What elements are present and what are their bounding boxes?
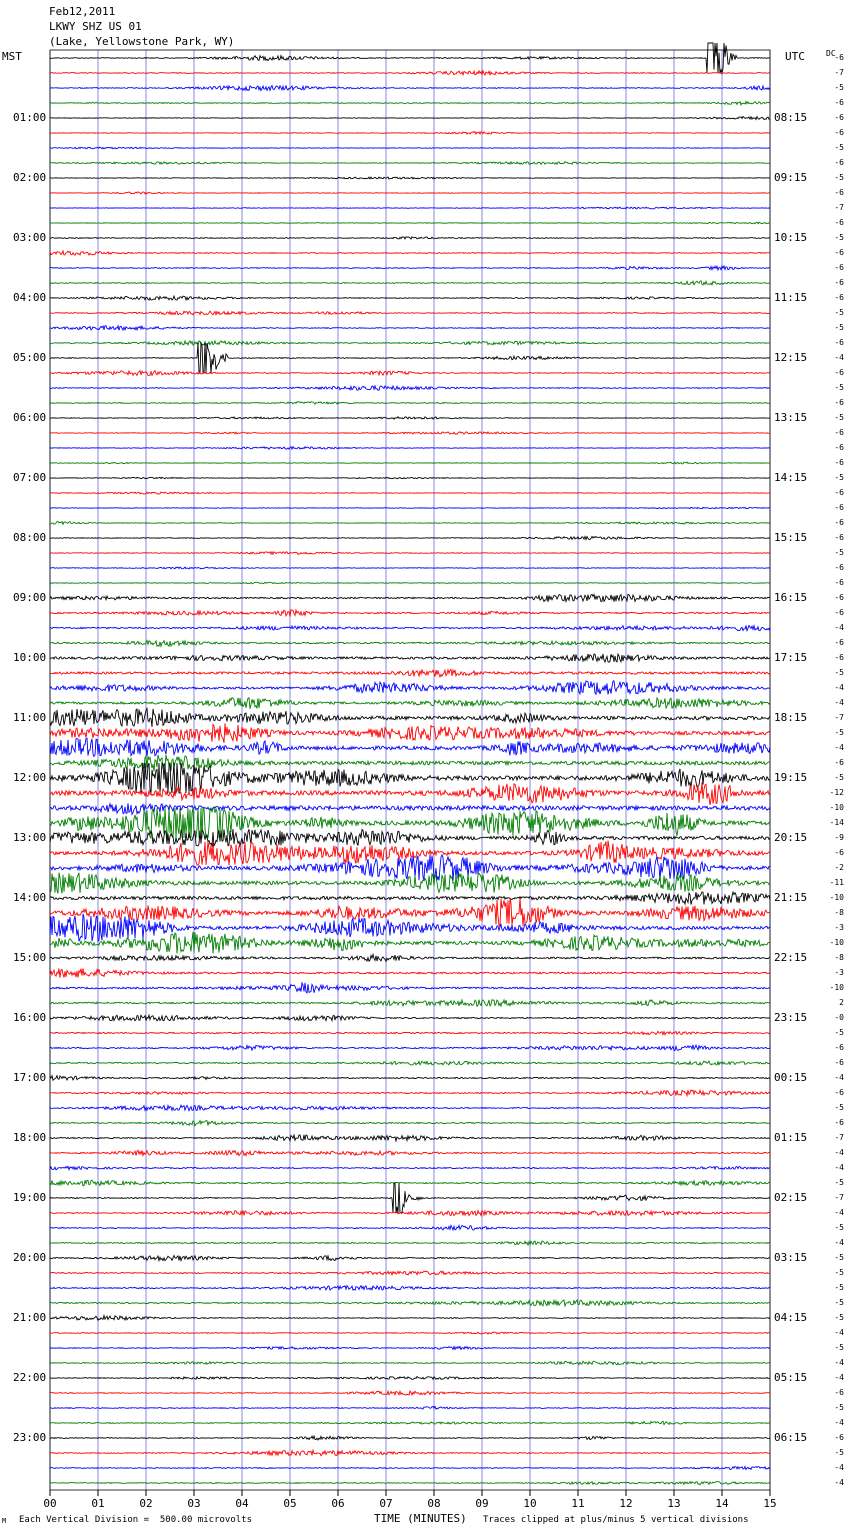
trace-1 <box>50 71 770 75</box>
dc-offset-value: -6 <box>834 1058 844 1067</box>
dc-offset-value: -4 <box>834 1148 844 1157</box>
dc-offset-value: -5 <box>834 668 844 677</box>
dc-offset-value: -9 <box>834 833 844 842</box>
trace-65 <box>50 1031 770 1034</box>
dc-offset-value: -6 <box>834 368 844 377</box>
dc-offset-value: -10 <box>829 938 844 947</box>
dc-offset-value: -4 <box>834 1358 844 1367</box>
left-hour-label: 08:00 <box>13 531 47 544</box>
x-tick-label-07: 07 <box>379 1497 393 1510</box>
left-hour-label: 11:00 <box>13 711 47 724</box>
dc-offset-value: -6 <box>834 113 844 122</box>
trace-23 <box>50 402 770 404</box>
dc-offset-value: -6 <box>834 1118 844 1127</box>
x-tick-label-09: 09 <box>475 1497 489 1510</box>
right-hour-label: 06:15 <box>774 1431 808 1444</box>
dc-offset-value: -4 <box>834 1373 844 1382</box>
left-hour-label: 07:00 <box>13 471 47 484</box>
dc-offset-value: -6 <box>834 758 844 767</box>
dc-offset-value: -10 <box>829 803 844 812</box>
left-hour-label: 01:00 <box>13 111 47 124</box>
right-hour-label: 00:15 <box>774 1071 808 1084</box>
x-axis-ticks <box>43 1490 776 1510</box>
dc-offset-value: -7 <box>834 713 844 722</box>
left-hour-label: 13:00 <box>13 831 47 844</box>
trace-9 <box>50 192 770 194</box>
dc-offset-value: -5 <box>834 1178 844 1187</box>
right-hour-label: 12:15 <box>774 351 808 364</box>
trace-79 <box>50 1241 770 1245</box>
trace-2 <box>50 86 770 91</box>
trace-29 <box>50 492 770 494</box>
dc-offset-value: -6 <box>834 1433 844 1442</box>
right-hour-label: 02:15 <box>774 1191 808 1204</box>
dc-offset-value: -6 <box>834 53 844 62</box>
left-hour-label: 22:00 <box>13 1371 47 1384</box>
x-tick-label-06: 06 <box>331 1497 345 1510</box>
right-timezone-label: UTC <box>785 50 805 63</box>
left-hour-label: 12:00 <box>13 771 47 784</box>
dc-offset-value: -6 <box>834 293 844 302</box>
dc-offset-value: -5 <box>834 1403 844 1412</box>
dc-offset-value: -5 <box>834 1223 844 1232</box>
trace-6 <box>50 147 770 149</box>
trace-91 <box>50 1421 770 1424</box>
dc-offset-value: -4 <box>834 1418 844 1427</box>
dc-offset-value: -7 <box>834 68 844 77</box>
dc-offset-value: -11 <box>829 878 844 887</box>
trace-69 <box>50 1090 770 1096</box>
left-hour-label: 06:00 <box>13 411 47 424</box>
right-hour-label: 21:15 <box>774 891 808 904</box>
plot-frame <box>50 50 770 1490</box>
dc-offset-value: -5 <box>834 323 844 332</box>
trace-33 <box>50 552 770 555</box>
dc-offset-value: -6 <box>834 338 844 347</box>
right-hour-label: 10:15 <box>774 231 808 244</box>
dc-offset-value: -6 <box>834 1043 844 1052</box>
trace-59 <box>50 932 770 954</box>
dc-offset-value: -5 <box>834 308 844 317</box>
trace-78 <box>50 1226 770 1231</box>
dc-offset-value: -4 <box>834 1238 844 1247</box>
trace-86 <box>50 1347 770 1350</box>
dc-offset-value: -4 <box>834 1073 844 1082</box>
trace-76 <box>50 1183 770 1213</box>
dc-offset-value: -5 <box>834 728 844 737</box>
dc-offset-value: -5 <box>834 773 844 782</box>
trace-81 <box>50 1271 770 1275</box>
trace-22 <box>50 386 770 390</box>
trace-7 <box>50 162 770 165</box>
dc-offset-value: -6 <box>834 398 844 407</box>
dc-offset-value: -6 <box>834 248 844 257</box>
dc-offset-value: -4 <box>834 1208 844 1217</box>
trace-25 <box>50 432 770 434</box>
dc-offset-value: -6 <box>834 848 844 857</box>
left-hour-label: 21:00 <box>13 1311 47 1324</box>
trace-43 <box>50 698 770 709</box>
dc-offset-value: -14 <box>829 818 844 827</box>
left-hour-label: 18:00 <box>13 1131 47 1144</box>
dc-offset-value: -4 <box>834 1328 844 1337</box>
dc-offset-value: -5 <box>834 548 844 557</box>
trace-35 <box>50 582 770 584</box>
dc-offset-value: -4 <box>834 683 844 692</box>
right-hour-label: 14:15 <box>774 471 808 484</box>
x-tick-label-00: 00 <box>43 1497 57 1510</box>
left-hour-label: 15:00 <box>13 951 47 964</box>
trace-93 <box>50 1450 770 1455</box>
trace-87 <box>50 1361 770 1365</box>
dc-offset-value: -12 <box>829 788 844 797</box>
dc-offset-value: -6 <box>834 518 844 527</box>
x-tick-label-13: 13 <box>667 1497 681 1510</box>
dc-offset-value: -3 <box>834 923 844 932</box>
trace-41 <box>50 669 770 677</box>
trace-84 <box>50 1316 770 1321</box>
trace-32 <box>50 537 770 540</box>
left-hour-label: 23:00 <box>13 1431 47 1444</box>
dc-offset-value: -6 <box>834 488 844 497</box>
trace-28 <box>50 477 770 478</box>
trace-36 <box>50 594 770 602</box>
left-hour-label: 05:00 <box>13 351 47 364</box>
trace-44 <box>50 709 770 727</box>
left-hour-label: 10:00 <box>13 651 47 664</box>
right-hour-label: 08:15 <box>774 111 808 124</box>
left-hour-label: 02:00 <box>13 171 47 184</box>
trace-37 <box>50 610 770 617</box>
dc-offset-value: -6 <box>834 263 844 272</box>
chart-location: (Lake, Yellowstone Park, WY) <box>49 35 235 48</box>
right-hour-label: 20:15 <box>774 831 808 844</box>
trace-16 <box>50 296 770 300</box>
dc-offset-value: -6 <box>834 428 844 437</box>
trace-14 <box>50 266 770 270</box>
dc-offset-value: -5 <box>834 1253 844 1262</box>
trace-48 <box>50 763 770 793</box>
trace-45 <box>50 723 770 743</box>
left-hour-label: 03:00 <box>13 231 47 244</box>
dc-offset-value: -6 <box>834 653 844 662</box>
trace-3 <box>50 101 770 105</box>
left-hour-label: 19:00 <box>13 1191 47 1204</box>
trace-89 <box>50 1391 770 1395</box>
dc-offset-value: -4 <box>834 1478 844 1487</box>
dc-offset-value: -5 <box>834 1298 844 1307</box>
dc-label: DC <box>826 49 836 58</box>
trace-19 <box>50 341 770 345</box>
dc-offset-value: -10 <box>829 893 844 902</box>
trace-10 <box>50 207 770 209</box>
left-hour-label: 20:00 <box>13 1251 47 1264</box>
right-hour-label: 05:15 <box>774 1371 808 1384</box>
dc-offset-value: -4 <box>834 698 844 707</box>
trace-52 <box>50 829 770 847</box>
minute-gridlines <box>50 50 770 1490</box>
x-tick-label-15: 15 <box>763 1497 777 1510</box>
x-tick-label-02: 02 <box>139 1497 153 1510</box>
trace-39 <box>50 641 770 647</box>
right-hour-label: 01:15 <box>774 1131 808 1144</box>
right-hour-label: 13:15 <box>774 411 808 424</box>
trace-34 <box>50 567 770 569</box>
dc-offset-value: -4 <box>834 1163 844 1172</box>
right-hour-label: 03:15 <box>774 1251 808 1264</box>
trace-8 <box>50 177 770 179</box>
dc-offset-value: -5 <box>834 1283 844 1292</box>
corner-mark: M <box>2 1517 7 1525</box>
right-hour-label: 15:15 <box>774 531 808 544</box>
dc-offset-value: -5 <box>834 1343 844 1352</box>
dc-offset-value: -6 <box>834 158 844 167</box>
dc-offset-value: -6 <box>834 503 844 512</box>
trace-17 <box>50 311 770 315</box>
trace-71 <box>50 1121 770 1126</box>
dc-offset-value: 2 <box>839 998 844 1007</box>
chart-station: LKWY SHZ US 01 <box>49 20 142 33</box>
trace-11 <box>50 222 770 224</box>
trace-77 <box>50 1211 770 1216</box>
trace-4 <box>50 117 770 120</box>
trace-42 <box>50 681 770 695</box>
footer-scale-note: Each Vertical Division = 500.00 microvolts <box>19 1515 252 1525</box>
trace-18 <box>50 326 770 331</box>
dc-offset-value: -5 <box>834 143 844 152</box>
dc-offset-value: -6 <box>834 218 844 227</box>
right-hour-label: 22:15 <box>774 951 808 964</box>
dc-offset-value: -6 <box>834 608 844 617</box>
trace-61 <box>50 969 770 978</box>
dc-offset-value: -6 <box>834 578 844 587</box>
dc-offset-value: -5 <box>834 1028 844 1037</box>
chart-date: Feb12,2011 <box>49 5 116 18</box>
dc-offset-value: -6 <box>834 458 844 467</box>
footer-clip-note: Traces clipped at plus/minus 5 vertical divisions <box>483 1515 749 1525</box>
dc-offset-value: -6 <box>834 638 844 647</box>
dc-offset-value: -6 <box>834 278 844 287</box>
right-hour-label: 09:15 <box>774 171 808 184</box>
dc-offset-value: -6 <box>834 188 844 197</box>
trace-12 <box>50 237 770 239</box>
trace-27 <box>50 462 770 464</box>
dc-offset-value: -7 <box>834 1133 844 1142</box>
dc-offset-value: -8 <box>834 953 844 962</box>
trace-13 <box>50 251 770 255</box>
dc-offset-value: -0 <box>834 1013 844 1022</box>
trace-55 <box>50 873 770 894</box>
dc-offset-value: -2 <box>834 863 844 872</box>
trace-57 <box>50 898 770 926</box>
trace-21 <box>50 371 770 376</box>
trace-31 <box>50 522 770 525</box>
trace-66 <box>50 1045 770 1051</box>
dc-offset-value: -6 <box>834 1088 844 1097</box>
trace-30 <box>50 507 770 508</box>
left-hour-label: 04:00 <box>13 291 47 304</box>
x-tick-label-08: 08 <box>427 1497 441 1510</box>
trace-92 <box>50 1436 770 1440</box>
dc-offset-value: -6 <box>834 443 844 452</box>
dc-offset-value: -5 <box>834 1268 844 1277</box>
trace-58 <box>50 914 770 942</box>
left-hour-label: 17:00 <box>13 1071 47 1084</box>
dc-offset-value: -4 <box>834 743 844 752</box>
left-hour-label: 14:00 <box>13 891 47 904</box>
x-tick-label-05: 05 <box>283 1497 297 1510</box>
dc-offset-value: -6 <box>834 563 844 572</box>
trace-56 <box>50 892 770 905</box>
right-hour-label: 11:15 <box>774 291 808 304</box>
trace-40 <box>50 654 770 662</box>
x-tick-label-01: 01 <box>91 1497 105 1510</box>
dc-offset-value: -4 <box>834 1463 844 1472</box>
trace-67 <box>50 1061 770 1065</box>
dc-offset-value: -6 <box>834 128 844 137</box>
seismic-traces <box>50 43 770 1485</box>
trace-75 <box>50 1180 770 1186</box>
left-timezone-label: MST <box>2 50 22 63</box>
left-hour-label: 09:00 <box>13 591 47 604</box>
dc-offset-value: -7 <box>834 203 844 212</box>
trace-72 <box>50 1135 770 1141</box>
dc-offset-value: -4 <box>834 623 844 632</box>
dc-offset-value: -5 <box>834 473 844 482</box>
trace-38 <box>50 626 770 631</box>
trace-83 <box>50 1300 770 1306</box>
dc-offset-value: -3 <box>834 968 844 977</box>
dc-offset-value: -5 <box>834 1313 844 1322</box>
dc-offset-value: -6 <box>834 593 844 602</box>
right-hour-label: 23:15 <box>774 1011 808 1024</box>
x-tick-label-11: 11 <box>571 1497 585 1510</box>
trace-85 <box>50 1332 770 1334</box>
trace-20 <box>50 343 770 373</box>
trace-64 <box>50 1015 770 1021</box>
trace-95 <box>50 1482 770 1485</box>
trace-94 <box>50 1467 770 1470</box>
right-hour-label: 16:15 <box>774 591 808 604</box>
x-tick-label-04: 04 <box>235 1497 249 1510</box>
trace-80 <box>50 1256 770 1261</box>
right-hour-label: 17:15 <box>774 651 808 664</box>
right-hour-label: 04:15 <box>774 1311 808 1324</box>
trace-82 <box>50 1286 770 1290</box>
trace-24 <box>50 417 770 419</box>
trace-74 <box>50 1166 770 1169</box>
trace-73 <box>50 1150 770 1155</box>
x-tick-label-10: 10 <box>523 1497 537 1510</box>
trace-62 <box>50 983 770 993</box>
right-hour-label: 18:15 <box>774 711 808 724</box>
trace-90 <box>50 1406 770 1409</box>
trace-60 <box>50 954 770 961</box>
trace-26 <box>50 447 770 450</box>
x-tick-label-14: 14 <box>715 1497 729 1510</box>
dc-offset-value: -6 <box>834 98 844 107</box>
dc-offset-value: -5 <box>834 233 844 242</box>
trace-5 <box>50 132 770 134</box>
dc-offset-value: -6 <box>834 533 844 542</box>
dc-offset-value: -5 <box>834 1448 844 1457</box>
trace-46 <box>50 738 770 756</box>
dc-offset-value: -5 <box>834 83 844 92</box>
trace-68 <box>50 1076 770 1081</box>
dc-offset-value: -7 <box>834 1193 844 1202</box>
right-hour-label: 19:15 <box>774 771 808 784</box>
dc-offset-value: -10 <box>829 983 844 992</box>
trace-47 <box>50 755 770 772</box>
left-hour-label: 16:00 <box>13 1011 47 1024</box>
trace-70 <box>50 1105 770 1111</box>
x-tick-label-03: 03 <box>187 1497 201 1510</box>
x-tick-label-12: 12 <box>619 1497 633 1510</box>
dc-offset-value: -5 <box>834 1103 844 1112</box>
trace-50 <box>50 803 770 814</box>
dc-offset-value: -5 <box>834 173 844 182</box>
trace-88 <box>50 1377 770 1380</box>
dc-offset-value: -6 <box>834 1388 844 1397</box>
x-axis-title: TIME (MINUTES) <box>374 1512 467 1525</box>
dc-offset-value: -8 <box>834 908 844 917</box>
trace-63 <box>50 1000 770 1007</box>
dc-offset-value: -5 <box>834 413 844 422</box>
dc-offset-value: -5 <box>834 383 844 392</box>
dc-offset-value: -4 <box>834 353 844 362</box>
trace-15 <box>50 281 770 285</box>
